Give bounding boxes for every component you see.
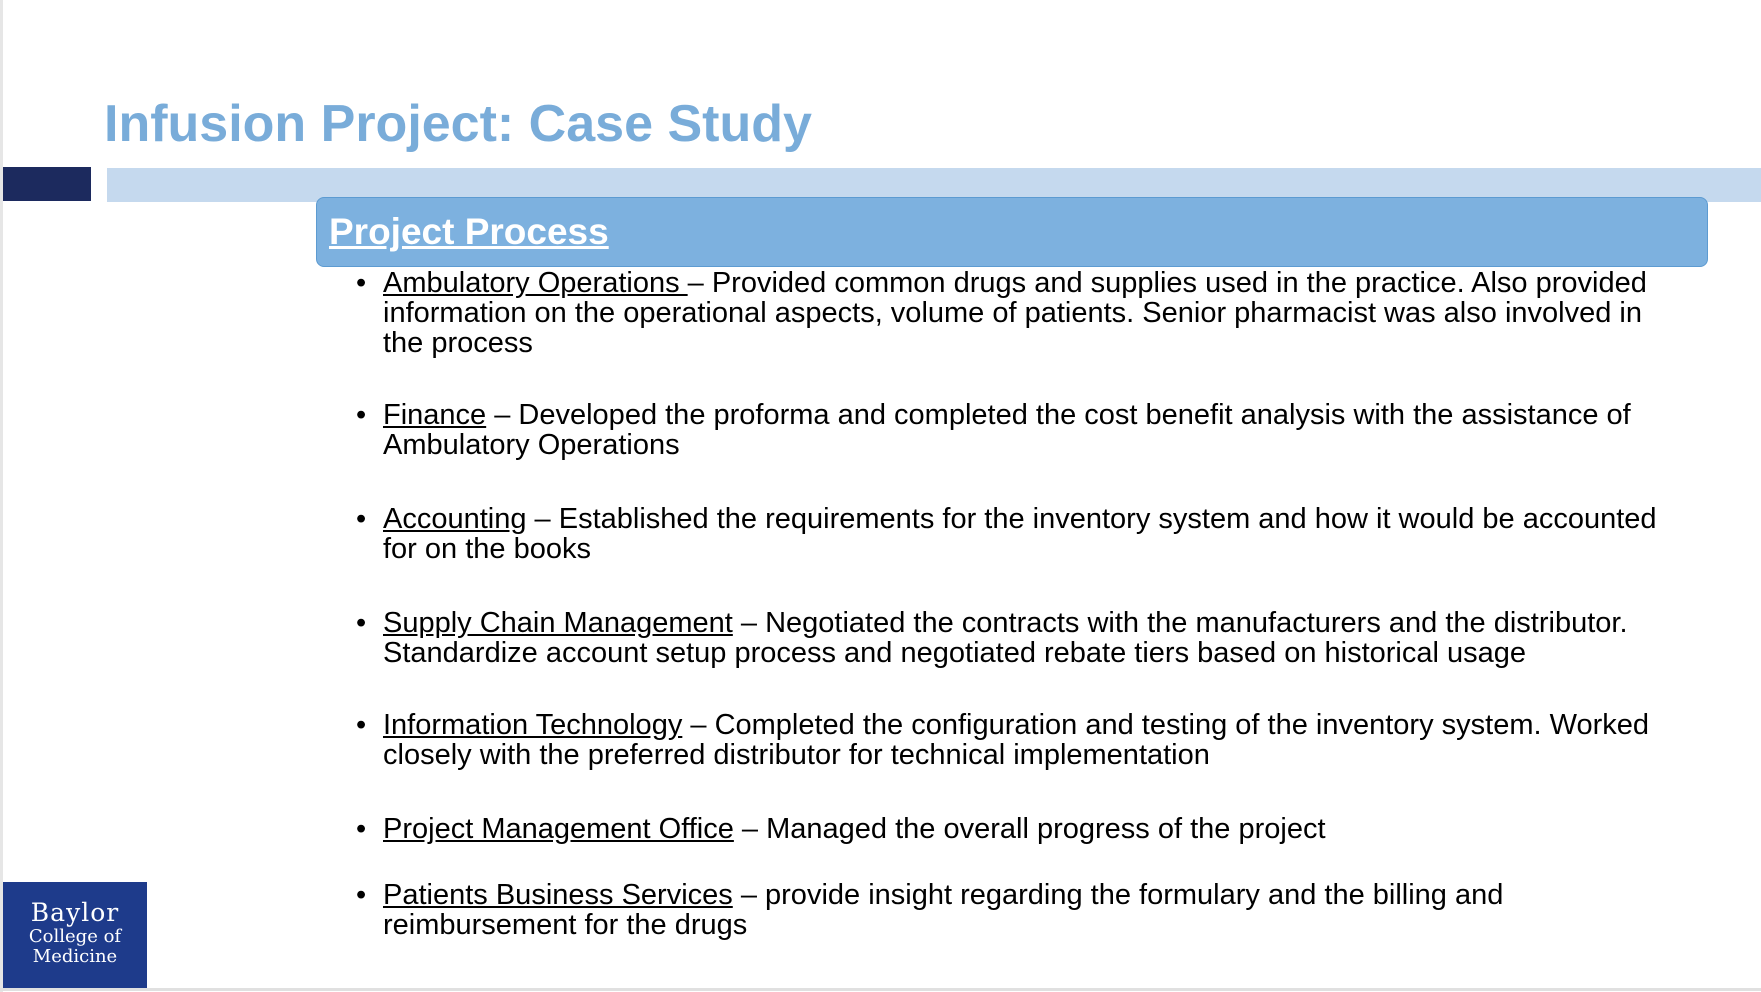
baylor-logo (3, 882, 147, 989)
section-banner (316, 197, 1708, 267)
slide-title: Infusion Project: Case Study (104, 95, 812, 153)
department-name: Project Management Office (383, 813, 734, 845)
bullet-item-accounting (356, 504, 1676, 564)
bullet-dot: • (356, 399, 367, 431)
title-accent-bar-dark (3, 167, 91, 201)
department-name: Patients Business Services (383, 879, 733, 911)
bullet-dot: • (356, 607, 367, 639)
bullet-item-information-technology (356, 710, 1676, 770)
bullet-list (356, 268, 1676, 940)
department-name: Finance (383, 399, 487, 431)
slide-bottom-edge (0, 988, 1761, 991)
department-description: – Established the requirements for the inventory system and how it would be accounted for on the books (383, 503, 1657, 565)
department-name: Supply Chain Management (383, 607, 733, 639)
bullet-item-ambulatory-operations (356, 268, 1676, 358)
logo-line-baylor: Baylor (30, 898, 120, 927)
bullet-dot: • (356, 709, 367, 741)
department-description: – Managed the overall progress of the project (733, 813, 1326, 845)
logo-line-college-of: College of (28, 926, 122, 947)
bullet-dot: • (356, 503, 367, 535)
department-description: – provide insight regarding the formulary and the billing and reimbursement for the drugs (383, 879, 1504, 941)
bullet-item-supply-chain-management (356, 608, 1676, 668)
department-description: – Developed the proforma and completed the cost benefit analysis with the assistance of Ambulatory Operations (383, 399, 1631, 461)
bullet-dot: • (356, 813, 367, 845)
department-name: Ambulatory Operations (383, 267, 688, 299)
department-name: Information Technology (383, 709, 683, 741)
department-description: – Completed the configuration and testing of the inventory system. Worked closely with the preferred distributor for technical implementation (383, 709, 1649, 771)
bullet-item-project-management-office (356, 814, 1676, 844)
bullet-dot: • (356, 267, 367, 299)
bullet-item-finance (356, 400, 1676, 460)
slide-left-edge (0, 0, 3, 992)
department-description: – Negotiated the contracts with the manufacturers and the distributor. Standardize account setup process and negotiated rebate tiers based on historical usage (383, 607, 1628, 669)
bullet-dot: • (356, 879, 367, 911)
logo-line-medicine: Medicine (32, 946, 118, 967)
bullet-item-patients-business-services (356, 880, 1676, 940)
section-heading: Project Process (329, 211, 609, 252)
department-description: – Provided common drugs and supplies used in the practice. Also provided information on the operational aspects, volume of patients. Senior pharmacist was also involved in the process (383, 267, 1647, 359)
department-name: Accounting (383, 503, 527, 535)
